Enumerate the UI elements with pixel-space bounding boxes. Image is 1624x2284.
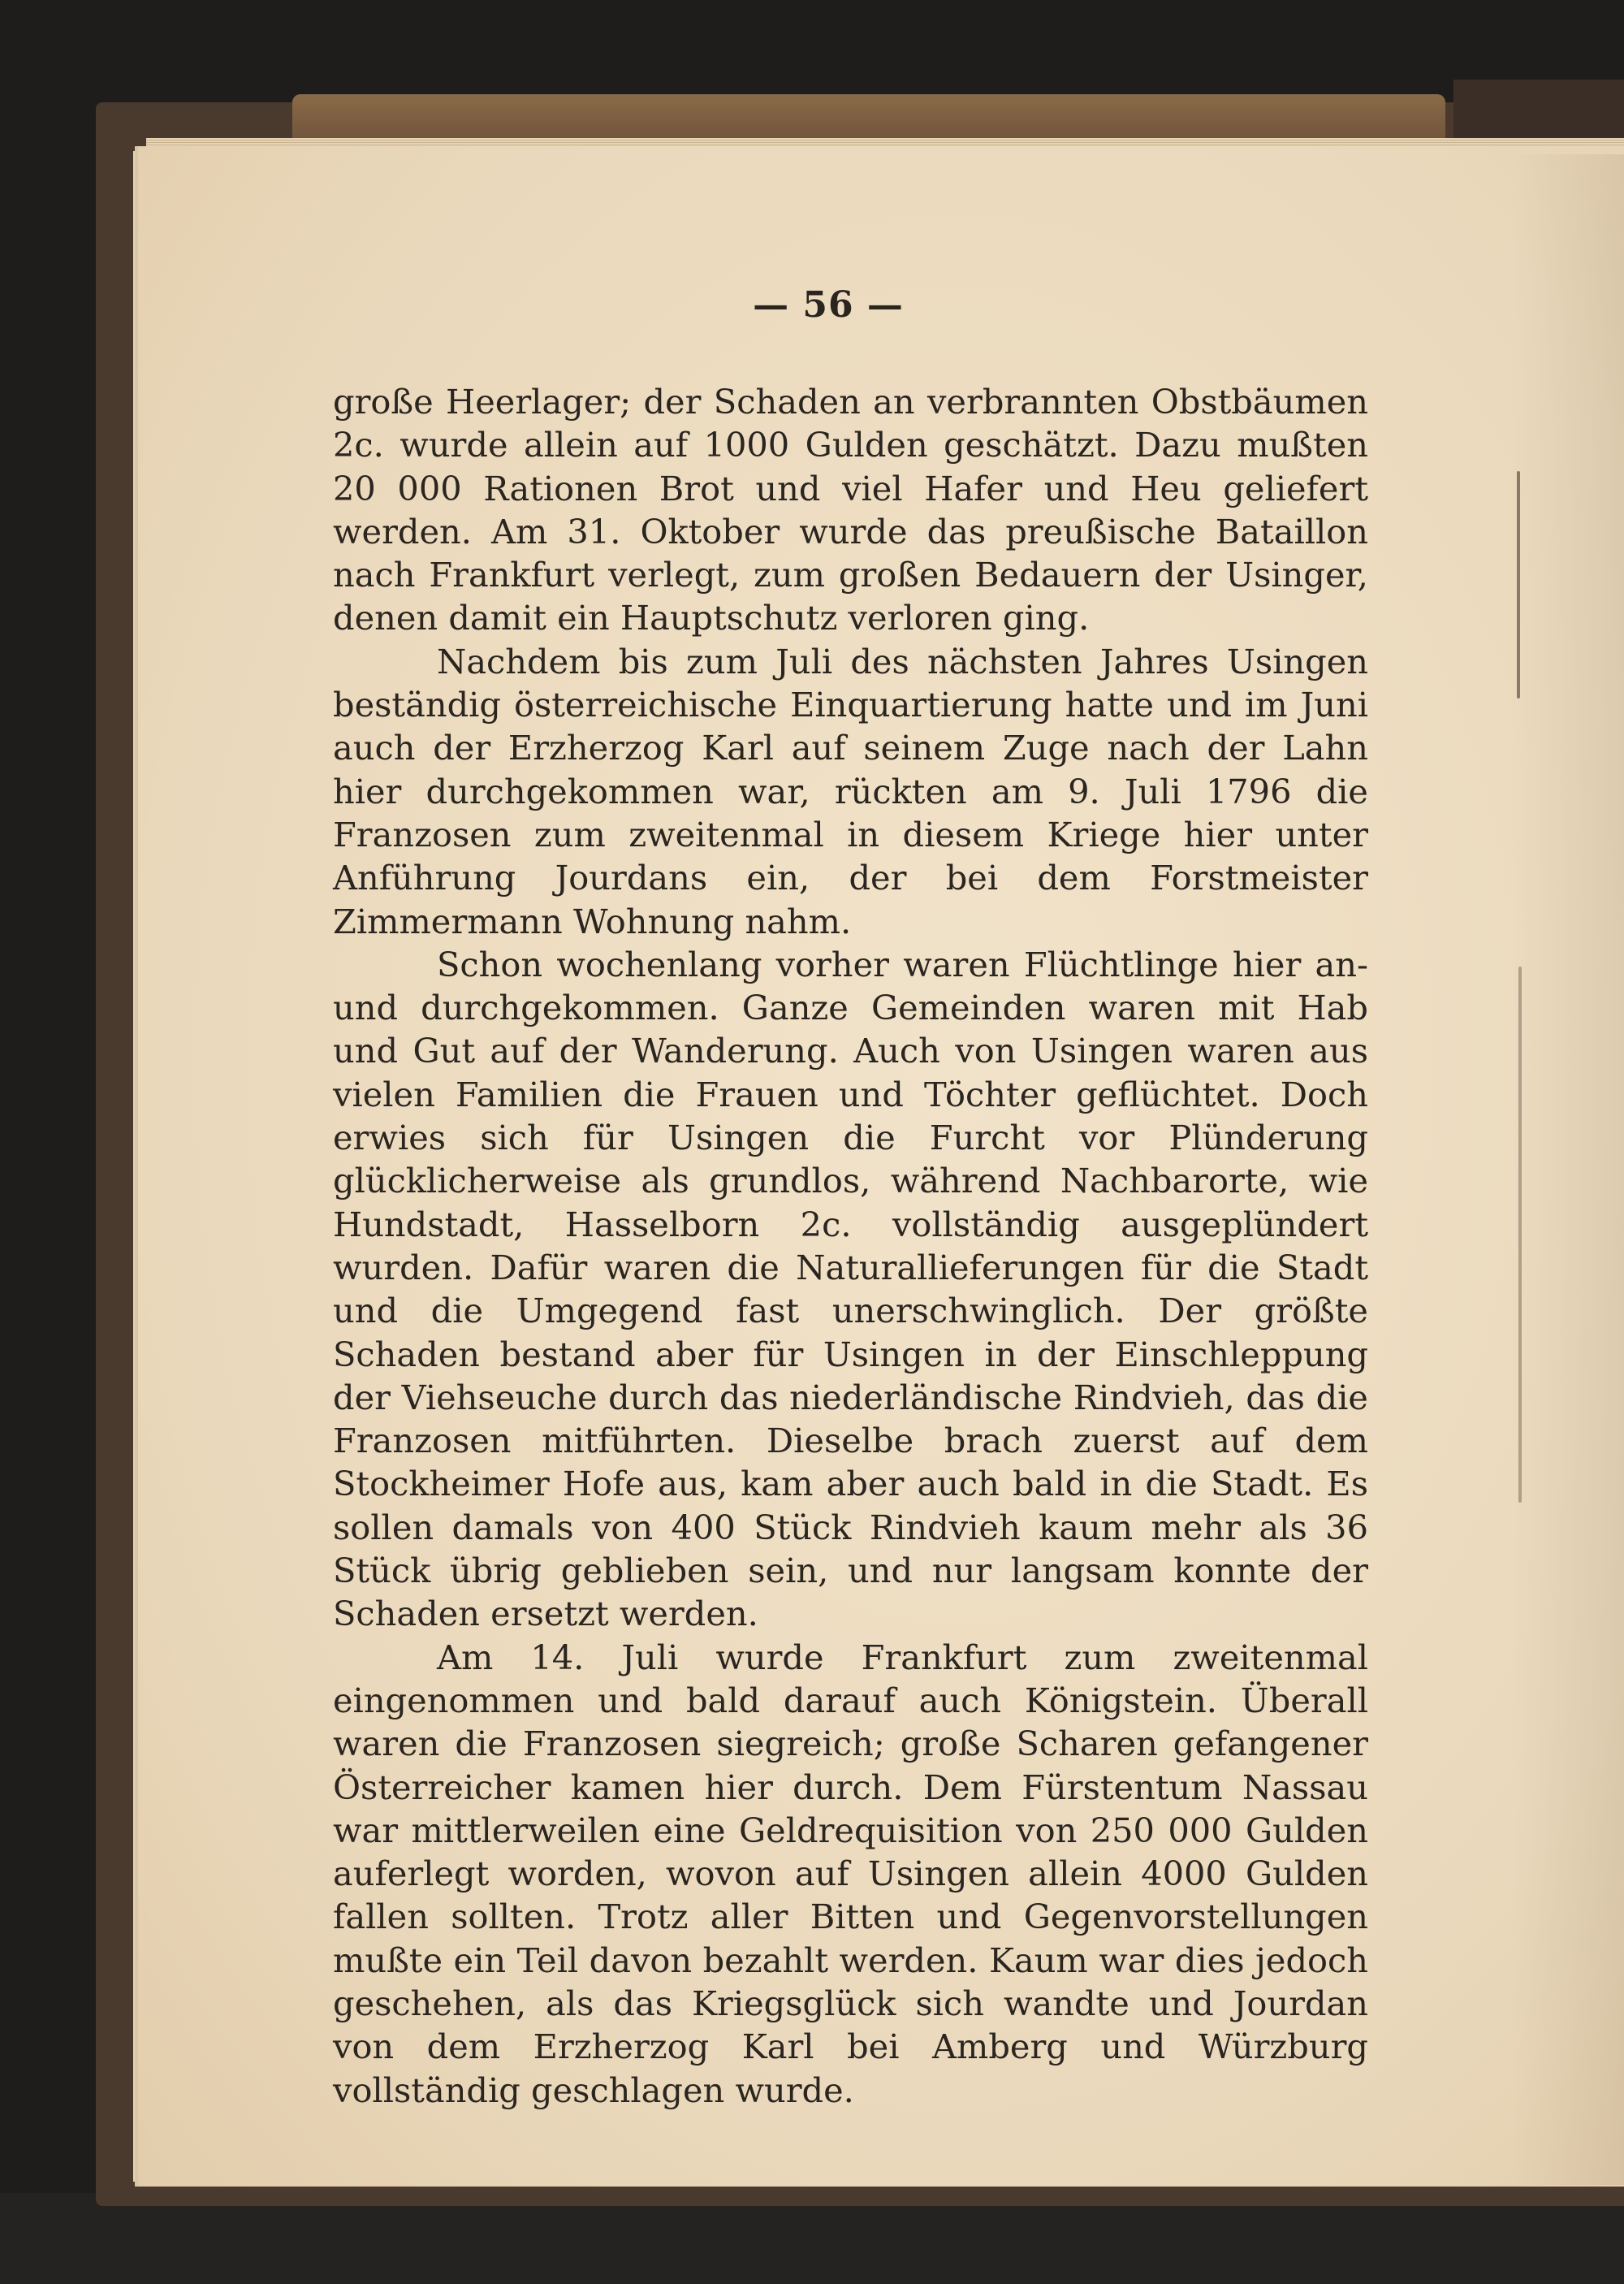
body-text — [333, 380, 1368, 2112]
paragraph: Nachdem bis zum Juli des nächsten Jahres Usingen beständig österreichische Einquartierung hatte und im Juni auch der Erzherzog Karl auf seinem Zuge nach der Lahn hier durchgekommen war, rückten am 9. Juli 1796 die Franzosen zum zweitenmal in diesem Kriege hier unter Anführung Jourdans ein, der bei dem Forstmeister Zimmermann Wohnung nahm. — [333, 641, 1368, 941]
page-gutter-shadow — [1510, 154, 1624, 2185]
paragraph: Am 14. Juli wurde Frankfurt zum zweitenmal eingenommen und bald darauf auch Königstein. Überall waren die Franzosen siegreich; große Scharen gefangener Österreicher kamen hier durch. Dem Fürstentum Nassau war mittlerweilen eine Geldrequisition von 250 000 Gulden auferlegt worden, wovon auf Usingen allein 4000 Gulden fallen sollten. Trotz aller Bitten und Gegenvorstellungen mußte ein Teil davon bezahlt werden. Kaum war dies jedoch geschehen, als das Kriegsglück sich wandte und Jourdan von dem Erzherzog Karl bei Amberg und Würzburg vollständig geschlagen wurde. — [333, 1637, 1368, 2110]
background-surface — [0, 2193, 1624, 2284]
paragraph: große Heerlager; der Schaden an verbrannten Obstbäumen 2c. wurde allein auf 1000 Gulden geschätzt. Dazu mußten 20 000 Rationen Brot und viel Hafer und Heu geliefert werden. Am 31. Oktober wurde das preußische Bataillon nach Frankfurt verlegt, zum großen Bedauern der Usinger, denen damit ein Hauptschutz verloren ging. — [333, 382, 1368, 638]
margin-pencil-mark — [1518, 967, 1522, 1503]
page-number: — 56 — — [753, 284, 904, 326]
paragraph: Schon wochenlang vorher waren Flüchtlinge hier an- und durchgekommen. Ganze Gemeinden waren mit Hab und Gut auf der Wanderung. Auch von Usingen waren aus vielen Familien die Frauen und Töchter geflüchtet. Doch erwies sich für Usingen die Furcht vor Plünderung glücklicherweise als grundlos, während Nachbarorte, wie Hundstadt, Hasselborn 2c. vollständig ausgeplündert wurden. Dafür waren die Naturallieferungen für die Stadt und die Umgegend fast unerschwinglich. Der größte Schaden bestand aber für Usingen in der Einschleppung der Viehseuche durch das niederländische Rindvieh, das die Franzosen mitführten. Dieselbe brach zuerst auf dem Stockheimer Hofe aus, kam aber auch bald in die Stadt. Es sollen damals von 400 Stück Rindvieh kaum mehr als 36 Stück übrig geblieben sein, und nur langsam konnte der Schaden ersetzt werden. — [333, 944, 1368, 1634]
margin-pencil-mark — [1517, 471, 1520, 699]
